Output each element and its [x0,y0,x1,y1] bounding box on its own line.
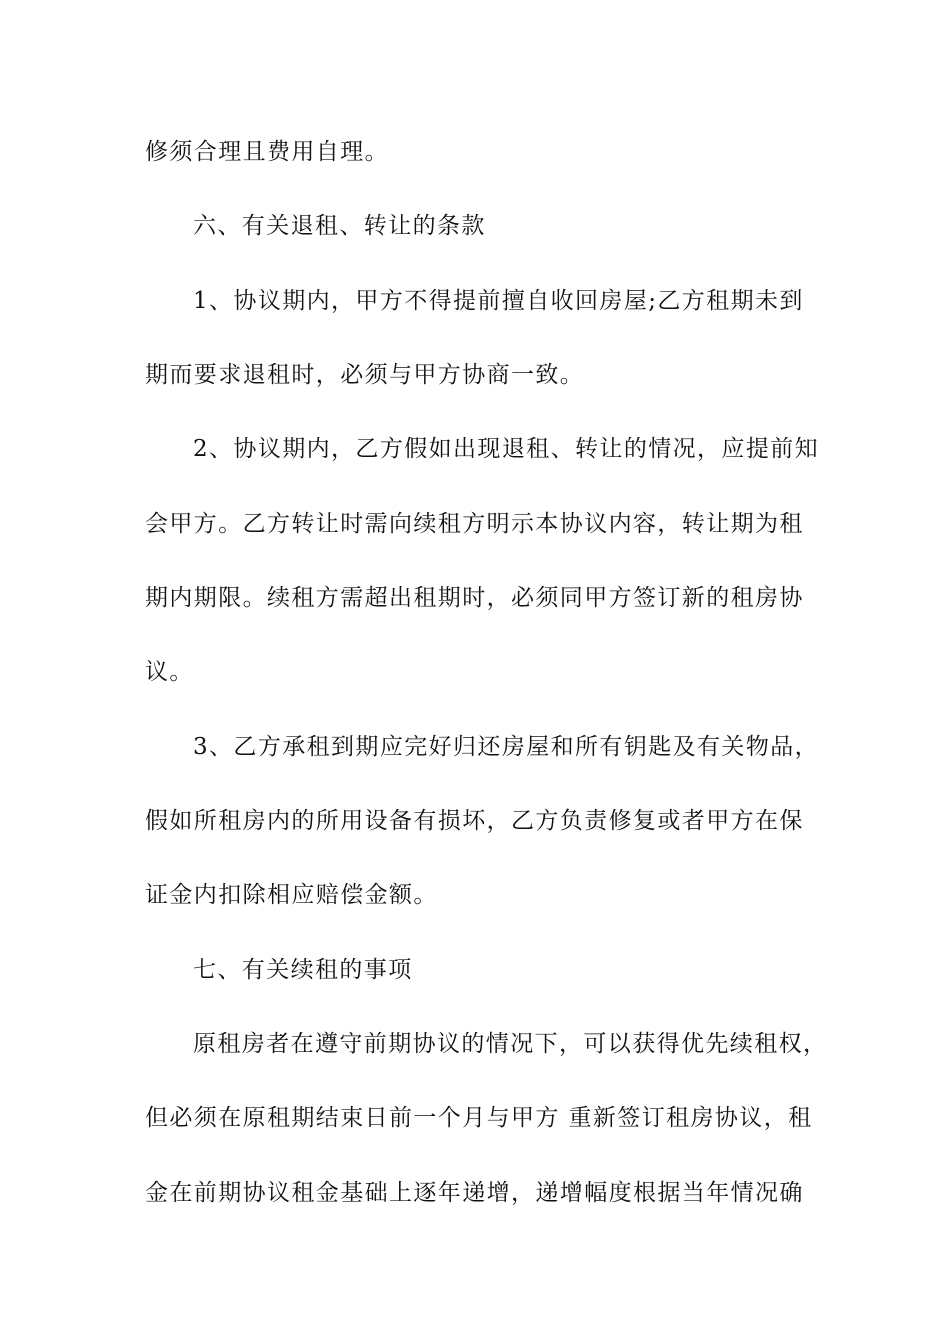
clause-text-line: 2、协议期内，乙方假如出现退租、转让的情况，应提前知 [193,436,820,462]
body-text-line: 金在前期协议租金基础上逐年递增，递增幅度根据当年情况确 [145,1180,804,1206]
clause-text-line: 证金内扣除相应赔偿金额。 [145,882,438,908]
body-text-line: 原租房者在遵守前期协议的情况下，可以获得优先续租权， [193,1031,828,1057]
clause-text-line: 会甲方。乙方转让时需向续租方明示本协议内容，转让期为租 [145,511,804,537]
body-text-line: 但必须在原租期结束日前一个月与甲方 重新签订租房协议，租 [145,1105,813,1131]
clause-text-line: 议。 [145,659,194,685]
clause-text-line: 假如所租房内的所用设备有损坏，乙方负责修复或者甲方在保 [145,808,804,834]
clause-text-line: 期而要求退租时，必须与甲方协商一致。 [145,362,585,388]
body-text-line: 修须合理且费用自理。 [145,139,389,165]
clause-text-line: 3、乙方承租到期应完好归还房屋和所有钥匙及有关物品， [193,734,820,760]
clause-text-line: 期内期限。续租方需超出租期时，必须同甲方签订新的租房协 [145,585,804,611]
section-heading: 六、有关退租、转让的条款 [193,213,486,239]
section-heading: 七、有关续租的事项 [193,957,413,983]
clause-text-line: 1、协议期内，甲方不得提前擅自收回房屋;乙方租期未到 [193,288,804,314]
